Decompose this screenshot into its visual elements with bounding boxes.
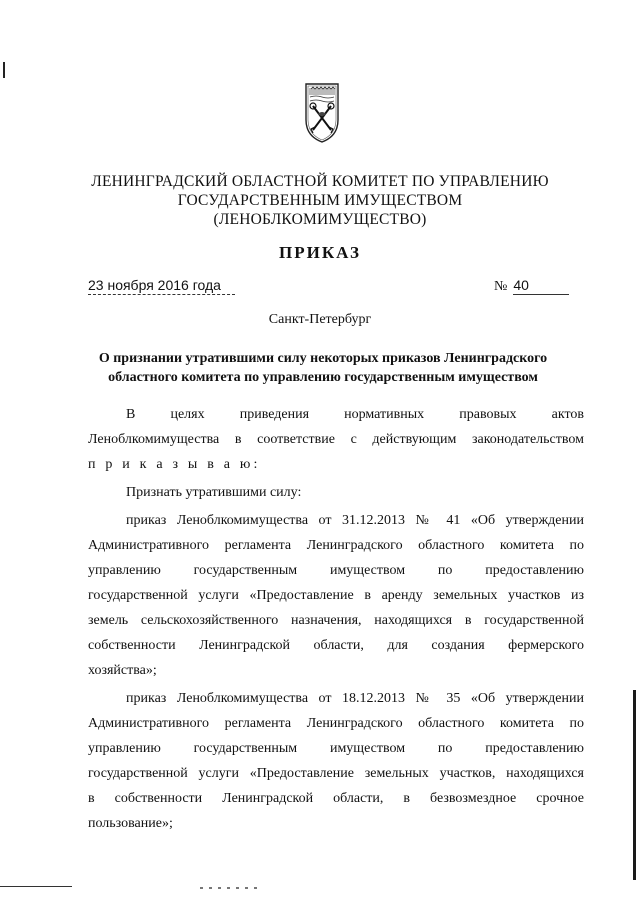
scan-artifact-bottom-line [0,886,72,887]
scan-artifact-right [633,690,636,880]
scan-artifact-bottom-dots [200,887,260,889]
body-line: Признать утратившими силу: [126,485,302,500]
order-title [90,349,556,387]
document-date: 23 ноября 2016 года [88,277,235,295]
number-value: 40 [513,277,569,295]
coat-of-arms-icon [298,80,346,144]
org-line-2: ГОСУДАРСТВЕННЫМ ИМУЩЕСТВОМ [177,192,463,209]
body-line: п р и к а з ы в а ю: [88,457,261,472]
title-line-2: областного комитета по управлению государственным имуществом [108,370,538,385]
scan-artifact-left [3,62,5,78]
document-type: ПРИКАЗ [279,243,361,262]
body-line: управлению государственным имуществом по предоставлению [88,563,584,578]
body-line: Леноблкомимущества в соответствие с действующим законодательством [88,432,584,447]
body-line: пользование»; [88,816,173,831]
number-label: № [494,279,508,294]
body-line: хозяйства»; [88,663,157,678]
body-line: приказ Леноблкомимущества от 31.12.2013 № 41 «Об утверждении [126,513,584,528]
body-line: Административного регламента Ленинградского областного комитета по [88,538,584,553]
city: Санкт-Петербург [268,312,372,327]
body-line: в собственности Ленинградской области, в безвозмездное срочное [88,791,584,806]
body-line: государственной услуги «Предоставление земельных участков, находящихся [88,766,584,781]
body-line: земель сельскохозяйственного назначения, находящихся в государственной [88,613,584,628]
title-line-1: О признании утратившими силу некоторых приказов Ленинградского [98,351,548,366]
body-line: В целях приведения нормативных правовых актов [126,407,584,422]
org-line-3: (ЛЕНОБЛКОМИМУЩЕСТВО) [213,211,427,228]
body-line: приказ Леноблкомимущества от 18.12.2013 № 35 «Об утверждении [126,691,584,706]
body-line: собственности Ленинградской области, для создания фермерского [88,638,584,653]
body-line: управлению государственным имуществом по предоставлению [88,741,584,756]
organization-name [0,172,640,229]
body-line: государственной услуги «Предоставление в аренду земельных участков из [88,588,584,603]
body-line: Административного регламента Ленинградского областного комитета по [88,716,584,731]
document-number [494,277,569,295]
org-line-1: ЛЕНИНГРАДСКИЙ ОБЛАСТНОЙ КОМИТЕТ ПО УПРАВЛЕНИЮ [91,173,549,190]
